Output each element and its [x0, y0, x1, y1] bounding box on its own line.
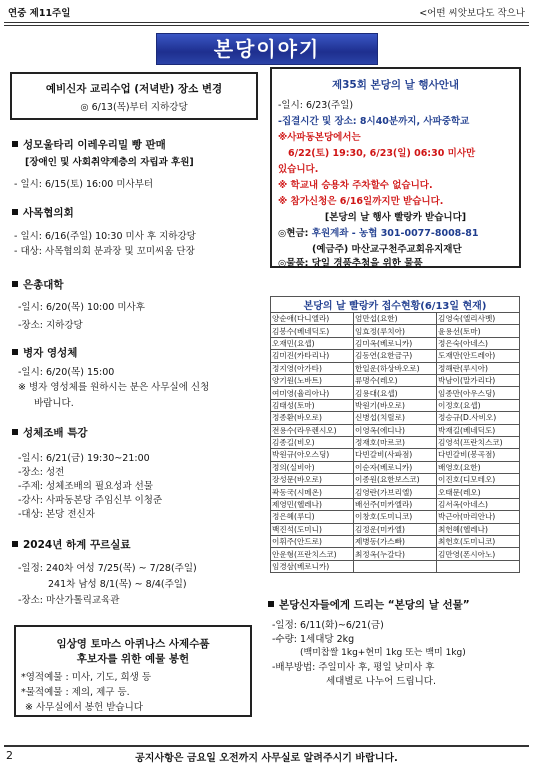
event-cash: [278, 225, 478, 239]
table-cell: 이창호(도미니코): [354, 511, 437, 523]
event-date: -일시: 6/23(주일): [278, 100, 354, 111]
table-row: [271, 536, 520, 548]
table-cell: 도재만(안드레아): [437, 350, 520, 362]
event-goods: ◎물품: 당일 경품추첨을 위한 물품: [278, 258, 423, 269]
table-cell: 김용대(요셉): [354, 387, 437, 399]
table-row: [271, 560, 520, 572]
table-cell: 김태성(토마): [271, 399, 354, 411]
table-cell: 김봉수(베네딕도): [271, 325, 354, 337]
table-cell: 이정호(요셉): [437, 399, 520, 411]
table-cell: 다빈갈비(봉곡점): [437, 449, 520, 461]
section-council-title: 사목협의회: [12, 205, 74, 220]
section-camp-line-2: 241차 남성 8/1(목) ~ 8/4(주일): [48, 579, 187, 590]
header-rule: [4, 22, 529, 23]
memorial-line-2: *물적예물 : 제의, 제구 등.: [21, 687, 130, 698]
table-row: [271, 523, 520, 535]
table-cell: 윤용선(토마): [437, 325, 520, 337]
section-sick-title: 병자 영성체: [12, 345, 77, 360]
table-cell: 김정운(미카엘): [354, 523, 437, 535]
event-raffle: [본당의 날 행사 빨랑카 받습니다]: [324, 212, 467, 223]
table-cell: 배영호(요한): [437, 461, 520, 473]
table-cell: 임효정(루치아): [354, 325, 437, 337]
table-cell: 정의(실비아): [271, 461, 354, 473]
memorial-title-1: 임상영 토마스 아퀴나스 사제수품: [56, 638, 210, 650]
section-adoration-line-5: -대상: 본당 전신자: [18, 509, 95, 520]
table-cell: 이진호(디모테오): [437, 474, 520, 486]
table-cell: 오태문(레오): [437, 486, 520, 498]
memorial-box: [14, 625, 252, 717]
section-adoration-line-2: -장소: 성전: [18, 467, 65, 478]
section-adoration-line-4: -강사: 사파동본당 주임신부 이청준: [18, 495, 163, 506]
event-holder: (예금주) 마산교구천주교회유지재단: [312, 244, 462, 255]
table-cell: 장성문(바오로): [271, 474, 354, 486]
section-sick-line-2: ※ 병자 영성체를 원하시는 분은 사무실에 신청: [18, 382, 210, 393]
table-cell: 김종길(비오): [271, 436, 354, 448]
square-bullet-icon: [12, 541, 18, 547]
table-cell: 백진석(도미니): [271, 523, 354, 535]
table-cell: 양기원(노바트): [271, 374, 354, 386]
table-cell: 다빈갈비(사파점): [354, 449, 437, 461]
table-row: [271, 313, 520, 325]
table-cell: 김영란(가브리엘): [354, 486, 437, 498]
table-cell: 곽동국(시메온): [271, 486, 354, 498]
table-cell: 이순자(베로니카): [354, 461, 437, 473]
gift-line-5: 세대별로 나누어 드립니다.: [326, 676, 437, 687]
event-note-1c: 있습니다.: [278, 164, 319, 175]
gift-line-2: -수량: 1세대당 2kg: [272, 634, 355, 645]
section-council-line-1: - 일시: 6/16(주일) 10:30 미사 후 지하강당: [14, 231, 196, 242]
table-cell: 박원기(바오로): [354, 399, 437, 411]
table-cell: 제영민(헬레나): [271, 498, 354, 510]
table-cell: 최헌혜(헬레나): [437, 523, 520, 535]
section-bread-line-1: - 일시: 6/15(토) 16:00 미사부터: [14, 179, 154, 190]
table-cell: 박근아(마리안나): [437, 511, 520, 523]
section-sick-line-3: 바랍니다.: [34, 398, 74, 409]
notice-box: [10, 72, 258, 120]
table-cell: 박남이(말가리다): [437, 374, 520, 386]
table-cell: 여미영(율리아나): [271, 387, 354, 399]
table-row: [271, 498, 520, 510]
table-cell: 전용수(라우렌시오): [271, 424, 354, 436]
table-cell: [354, 560, 437, 572]
table-row: [271, 387, 520, 399]
table-cell: 김동연(요한금구): [354, 350, 437, 362]
square-bullet-icon: [12, 429, 18, 435]
table-cell: 김영숙(엘리사벳): [437, 313, 520, 325]
table-row: [271, 511, 520, 523]
section-adoration-line-1: -일시: 6/21(금) 19:30~21:00: [18, 453, 150, 464]
table-cell: 김미옥(베로니카): [354, 337, 437, 349]
table-cell: 이종원(요한보스코): [354, 474, 437, 486]
event-title: 제35회 본당의 날 행사안내: [331, 79, 459, 91]
table-cell: 최헌호(도미니코): [437, 536, 520, 548]
section-council-line-2: - 대상: 사목협의회 분과장 및 꼬미씨움 단장: [14, 246, 195, 257]
table-cell: 정해란(루시아): [437, 362, 520, 374]
table-cell: 임종만(아우스딩): [437, 387, 520, 399]
table-cell: 이영옥(에디나): [354, 424, 437, 436]
gift-title: 본당신자들에게 드리는 “본당의 날 선물”: [268, 597, 470, 612]
event-box: [270, 67, 521, 268]
event-note-1b: 6/22(토) 19:30, 6/23(일) 06:30 미사만: [288, 148, 476, 159]
table-cell: 이휘주(안드로): [271, 536, 354, 548]
gift-line-1: -일정: 6/11(화)~6/21(금): [272, 620, 384, 631]
table-cell: 정승규(D.사비오): [437, 412, 520, 424]
gift-line-3: (백미찹쌀 1kg+현미 1kg 또는 백미 1kg): [300, 648, 466, 658]
table-cell: 신병섭(치릴로): [354, 412, 437, 424]
square-bullet-icon: [268, 601, 274, 607]
table-cell: 정은혜(루디): [271, 511, 354, 523]
table-cell: 류명수(레오): [354, 374, 437, 386]
memorial-line-3: ※ 사무실에서 봉헌 받습니다: [25, 702, 143, 713]
footer-notice: 공지사항은 금요일 오전까지 사무실로 알려주시기 바랍니다.: [135, 753, 398, 764]
table-cell: 정재호(마르코): [354, 436, 437, 448]
table-row: [271, 474, 520, 486]
table-cell: 정지영(아가타): [271, 362, 354, 374]
table-cell: 김만영(폰시아노): [437, 548, 520, 560]
raffle-table-title: 본당의 날 빨랑카 접수현황(6/13일 현재): [271, 297, 520, 313]
table-row: [271, 337, 520, 349]
table-cell: 안운형(프란치스코): [271, 548, 354, 560]
table-cell: 배선주(미카엘라): [354, 498, 437, 510]
memorial-line-1: *영적예물 : 미사, 기도, 희생 등: [21, 672, 152, 683]
table-row: [271, 486, 520, 498]
table-row: [271, 350, 520, 362]
table-cell: 박원규(아오스딩): [271, 449, 354, 461]
table-row: [271, 374, 520, 386]
table-cell: 정은숙(아네스): [437, 337, 520, 349]
section-bread-title: 성모울타리 이레우리밀 빵 판매: [12, 137, 166, 152]
square-bullet-icon: [12, 349, 18, 355]
table-cell: 김미진(카타리나): [271, 350, 354, 362]
section-adoration-line-3: -주제: 성체조배의 필요성과 선물: [18, 481, 153, 492]
table-row: [271, 399, 520, 411]
page-title: 본당이야기: [156, 33, 378, 65]
table-row: [271, 412, 520, 424]
section-grace-line-2: -장소: 지하강당: [18, 320, 83, 331]
table-row: [271, 461, 520, 473]
page-header: [8, 5, 525, 21]
event-place: -집결시간 및 장소: 8시40분까지, 사파중학교: [278, 116, 470, 127]
header-left: 연중 제11주일: [8, 8, 71, 19]
notice-line: ◎ 6/13(목)부터 지하강당: [80, 102, 188, 113]
event-cash-label: ◎현금:: [278, 228, 309, 239]
page-number: 2: [6, 749, 13, 762]
table-cell: 한일운(하상바오로): [354, 362, 437, 374]
memorial-title-2: 후보자를 위한 예물 봉헌: [76, 653, 190, 665]
table-cell: 최정옥(누갈다): [354, 548, 437, 560]
table-row: [271, 325, 520, 337]
event-note-1: ※사파동본당에서는: [278, 132, 361, 143]
section-sick-line-1: -일시: 6/20(목) 15:00: [18, 367, 115, 378]
table-cell: 양순애(다니엘라): [271, 313, 354, 325]
table-row: [271, 436, 520, 448]
table-cell: 김서옥(아네스): [437, 498, 520, 510]
footer-rule: [4, 745, 529, 747]
section-camp-title: 2024년 하계 꾸르실료: [12, 537, 131, 552]
table-row: [271, 424, 520, 436]
section-adoration-title: 성체조배 특강: [12, 425, 88, 440]
square-bullet-icon: [12, 281, 18, 287]
header-rule-2: [4, 25, 529, 26]
raffle-table: [270, 296, 520, 573]
table-cell: [437, 560, 520, 572]
table-cell: 김영석(프란치스코): [437, 436, 520, 448]
table-row: [271, 449, 520, 461]
square-bullet-icon: [12, 141, 18, 147]
header-right: <어떤 씨앗보다도 작으나: [419, 8, 525, 19]
table-cell: 임경삼(베로니카): [271, 560, 354, 572]
event-cash-value: 후원계좌 - 농협 301-0077-8008-81: [311, 228, 479, 239]
square-bullet-icon: [12, 209, 18, 215]
table-cell: 오재민(요셉): [271, 337, 354, 349]
section-camp-line-1: -일정: 240차 여성 7/25(목) ~ 7/28(주일): [18, 563, 197, 574]
table-cell: 엄만섭(요한): [354, 313, 437, 325]
section-camp-line-3: -장소: 마산가톨릭교육관: [18, 595, 120, 606]
table-cell: 제병동(가스빠): [354, 536, 437, 548]
table-row: [271, 362, 520, 374]
notice-title: 예비신자 교리수업 (저녁반) 장소 변경: [45, 83, 223, 95]
table-row: [271, 548, 520, 560]
table-cell: 정종환(바오로): [271, 412, 354, 424]
event-note-2: ※ 학교내 승용차 주차할수 없습니다.: [278, 180, 433, 191]
section-grace-title: 은총대학: [12, 277, 64, 292]
section-grace-line-1: -일시: 6/20(목) 10:00 미사후: [18, 302, 145, 313]
gift-line-4: -배부방법: 주일미사 후, 평일 낮미사 후: [272, 662, 435, 673]
table-cell: 박재길(베네딕도): [437, 424, 520, 436]
section-bread-subtitle: [장애인 및 사회취약계층의 자립과 후원]: [25, 157, 194, 168]
event-note-3: ※ 참가신청은 6/16일까지만 받습니다.: [278, 196, 444, 207]
